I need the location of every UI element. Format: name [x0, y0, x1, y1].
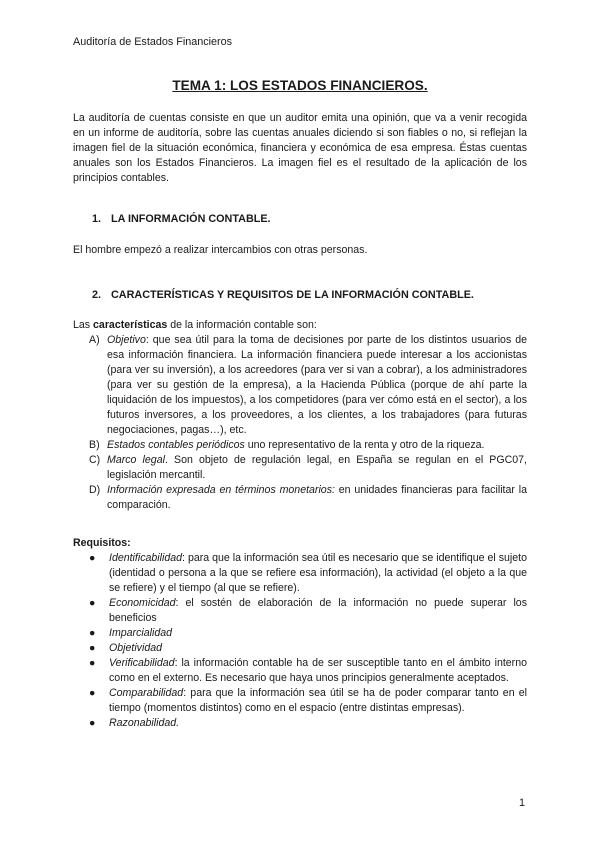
characteristic-text: . Son objeto de regulación legal, en España se regulan en el PGC07, legislación mercantil. [107, 454, 527, 481]
requirements-heading-text: Requisitos [73, 537, 128, 549]
intro-paragraph: La auditoría de cuentas consiste en que un auditor emita una opinión, que va a venir recogida en un informe de auditoría, sobre las cuentas anuales diciendo si son fiables o no, si reflejan la imagen fiel de la situación económica, financiera y económica de esa empresa. Éstas cuentas anuales son los Estados Financieros. La imagen fiel es el resultado de la aplicación de los principios contables. [73, 112, 527, 184]
requirement-text: : el sostén de elaboración de la información no puede superar los beneficios [109, 597, 527, 624]
requirement-item [89, 686, 527, 716]
requirement-term: Comparabilidad [109, 687, 184, 699]
section-1-heading [92, 213, 271, 225]
section-1-number: 1. [92, 213, 102, 225]
characteristics-list [89, 333, 527, 513]
characteristics-lead [73, 319, 317, 331]
requirement-item [89, 641, 527, 656]
characteristic-item [89, 453, 527, 483]
characteristics-lead-prefix: Las [73, 319, 94, 331]
characteristic-term: Estados contables periódicos [107, 439, 245, 451]
characteristic-term: Información expresada en términos monetarios: [107, 484, 335, 496]
section-2-title: CARACTERÍSTICAS Y REQUISITOS DE LA INFORMACIÓN CONTABLE. [111, 289, 474, 301]
characteristic-term: Marco legal [107, 454, 165, 466]
page-title: TEMA 1: LOS ESTADOS FINANCIEROS. [172, 78, 428, 93]
characteristics-lead-bold: características [93, 319, 168, 331]
requirement-term: Imparcialidad [109, 627, 173, 639]
section-1-paragraph: El hombre empezó a realizar intercambios con otras personas. [73, 244, 368, 256]
list-letter: D) [89, 484, 101, 496]
characteristics-lead-suffix: de la información contable son: [167, 319, 317, 331]
characteristic-item [89, 483, 527, 513]
characteristic-term: Objetivo [107, 334, 146, 346]
requirement-term: Identificabilidad [109, 552, 183, 564]
characteristic-item [89, 438, 527, 453]
characteristic-text: uno representativo de la renta y otro de la riqueza. [244, 439, 485, 451]
requirement-text: : para que la información sea útil es necesario que se identifique el sujeto (identidad o persona a la que se refiere esa información), la actividad (el objeto a la que se refiere) y el tiempo (al que se refiere). [109, 552, 527, 594]
list-letter: A) [89, 334, 100, 346]
requirements-list [89, 551, 527, 731]
requirement-item [89, 596, 527, 626]
requirements-heading [73, 537, 131, 549]
requirement-term: Verificabilidad [109, 657, 175, 669]
bullet-icon: ● [89, 597, 96, 609]
requirement-item [89, 551, 527, 596]
list-letter: C) [89, 454, 101, 466]
section-2-number: 2. [92, 289, 102, 301]
list-letter: B) [89, 439, 100, 451]
characteristic-text: en unidades financieras para facilitar la comparación. [107, 484, 527, 511]
bullet-icon: ● [89, 687, 96, 699]
bullet-icon: ● [89, 552, 96, 564]
bullet-icon: ● [89, 642, 96, 654]
requirement-text: : la información contable ha de ser susceptible tanto en el ámbito interno como en el externo. Es necesario que haya unos principios generalmente aceptados. [109, 657, 527, 684]
requirement-text: : para que la información sea útil se ha de poder comparar tanto en el tiempo (momentos distintos) como en el espacio (entre distintas empresas). [109, 687, 527, 714]
requirements-heading-colon: : [127, 537, 131, 549]
section-1-title: LA INFORMACIÓN CONTABLE. [111, 213, 271, 225]
bullet-icon: ● [89, 627, 96, 639]
requirement-item [89, 716, 527, 731]
requirement-term: Razonabilidad. [109, 717, 180, 729]
requirement-item [89, 626, 527, 641]
section-2-heading [92, 289, 474, 301]
page-header: Auditoría de Estados Financieros [73, 36, 233, 48]
requirement-term: Objetividad [109, 642, 162, 654]
requirement-item [89, 656, 527, 686]
page-number: 1 [519, 797, 526, 809]
bullet-icon: ● [89, 657, 96, 669]
characteristic-item [89, 333, 527, 438]
requirement-term: Economicidad [109, 597, 176, 609]
characteristic-text: : que sea útil para la toma de decisiones por parte de los distintos usuarios de esa información financiera. La información financiera puede interesar a los accionistas (para ver su inversión), a los acreedores (para ver si van a cobrar), a los administradores (para ver su gestión de la empresa), a la Hacienda Pública (porque de ahí parte la liquidación de los impuestos), a los competidores (para ver cómo está en el sector), a los futuros inversores, a los proveedores, a los clientes, a los trabajadores (para futuras negociaciones, pagas…), etc. [107, 334, 527, 436]
bullet-icon: ● [89, 717, 96, 729]
